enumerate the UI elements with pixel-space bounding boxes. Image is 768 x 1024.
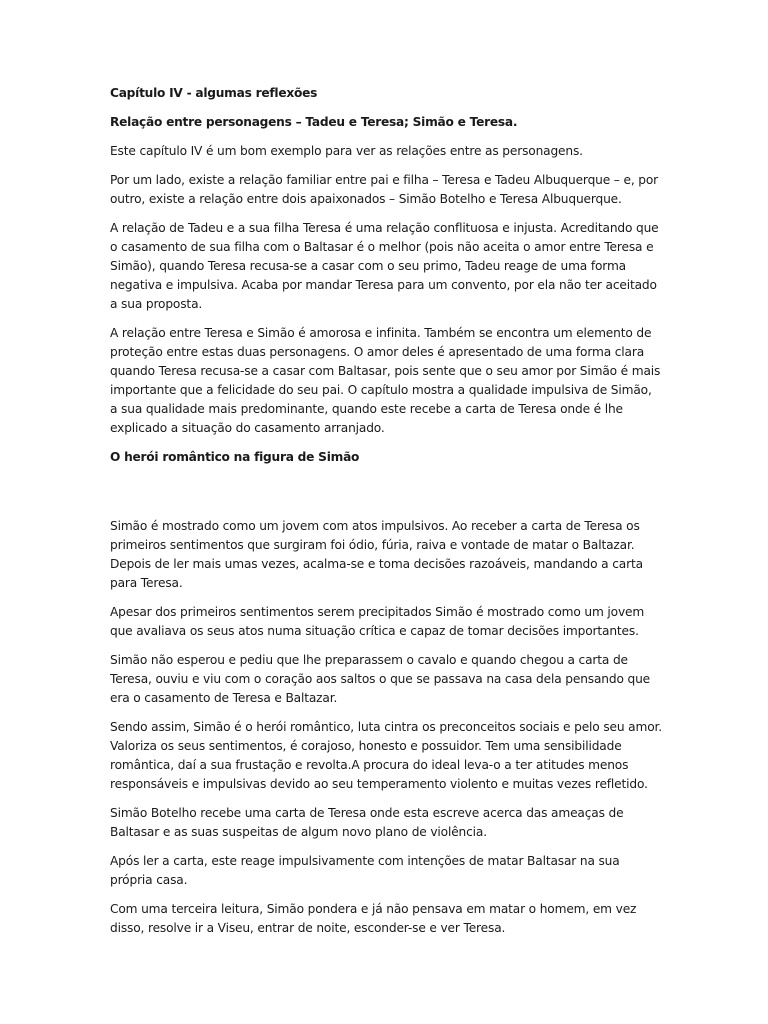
paragraph: A relação de Tadeu e a sua filha Teresa é uma relação conflituosa e injusta. Acreditando que o casamento de sua filha com o Baltasar é o melhor (pois não aceita o amor entre Teresa e Simão), quando Teresa recusa-se a casar com o seu primo, Tadeu reage de uma forma negativa e impulsiva. Acaba por mandar Teresa para um convento, por ela não ter aceitado a sua proposta. xyxy=(110,221,659,311)
paragraph: Por um lado, existe a relação familiar entre pai e filha – Teresa e Tadeu Albuquerque – e, por outro, existe a relação entre dois apaixonados – Simão Botelho e Teresa Albuquerque. xyxy=(110,173,659,206)
paragraph: Este capítulo IV é um bom exemplo para ver as relações entre as personagens. xyxy=(110,144,583,158)
paragraph: A relação entre Teresa e Simão é amorosa e infinita. Também se encontra um elemento de proteção entre estas duas personagens. O amor deles é apresentado de uma forma clara quando Teresa recusa-se a casar com Baltasar, pois sente que o seu amor por Simão é mais importante que a felicidade do seu pai. O capítulo mostra a qualidade impulsiva de Simão, a sua qualidade mais predominante, quando este recebe a carta de Teresa onde é lhe explicado a situação do casamento arranjado. xyxy=(110,326,661,435)
paragraph: Apesar dos primeiros sentimentos serem precipitados Simão é mostrado como um jovem que avaliava os seus atos numa situação crítica e capaz de tomar decisões importantes. xyxy=(110,605,645,638)
paragraph: Após ler a carta, este reage impulsivamente com intenções de matar Baltasar na sua própria casa. xyxy=(110,854,620,887)
section-heading-romantic-hero: O herói romântico na figura de Simão xyxy=(110,450,360,464)
document-page xyxy=(110,84,662,948)
paragraph: Simão Botelho recebe uma carta de Teresa onde esta escreve acerca das ameaças de Baltasar e as suas suspeitas de algum novo plano de violência. xyxy=(110,806,624,839)
paragraph: Simão é mostrado como um jovem com atos impulsivos. Ao receber a carta de Teresa os primeiros sentimentos que surgiram foi ódio, fúria, raiva e vontade de matar o Baltazar. Depois de ler mais umas vezes, acalma-se e toma decisões razoáveis, mandando a carta para Teresa. xyxy=(110,519,643,590)
paragraph: Sendo assim, Simão é o herói romântico, luta cintra os preconceitos sociais e pelo seu amor. Valoriza os seus sentimentos, é corajoso, honesto e possuidor. Tem uma sensibilidade romântica, daí a sua frustação e revolta.A procura do ideal leva-o a ter atitudes menos responsáveis e impulsivas devido ao seu temperamento violento e muitas vezes refletido. xyxy=(110,720,662,791)
paragraph: Com uma terceira leitura, Simão pondera e já não pensava em matar o homem, em vez disso, resolve ir a Viseu, entrar de noite, esconder-se e ver Teresa. xyxy=(110,902,637,935)
paragraph: Simão não esperou e pediu que lhe preparassem o cavalo e quando chegou a carta de Teresa, ouviu e viu com o coração aos saltos o que se passava na casa dela pensando que era o casamento de Teresa e Baltazar. xyxy=(110,653,650,705)
blank-space xyxy=(110,477,662,517)
section-heading-relations: Relação entre personagens – Tadeu e Teresa; Simão e Teresa. xyxy=(110,115,518,129)
chapter-title: Capítulo IV - algumas reflexões xyxy=(110,86,318,100)
